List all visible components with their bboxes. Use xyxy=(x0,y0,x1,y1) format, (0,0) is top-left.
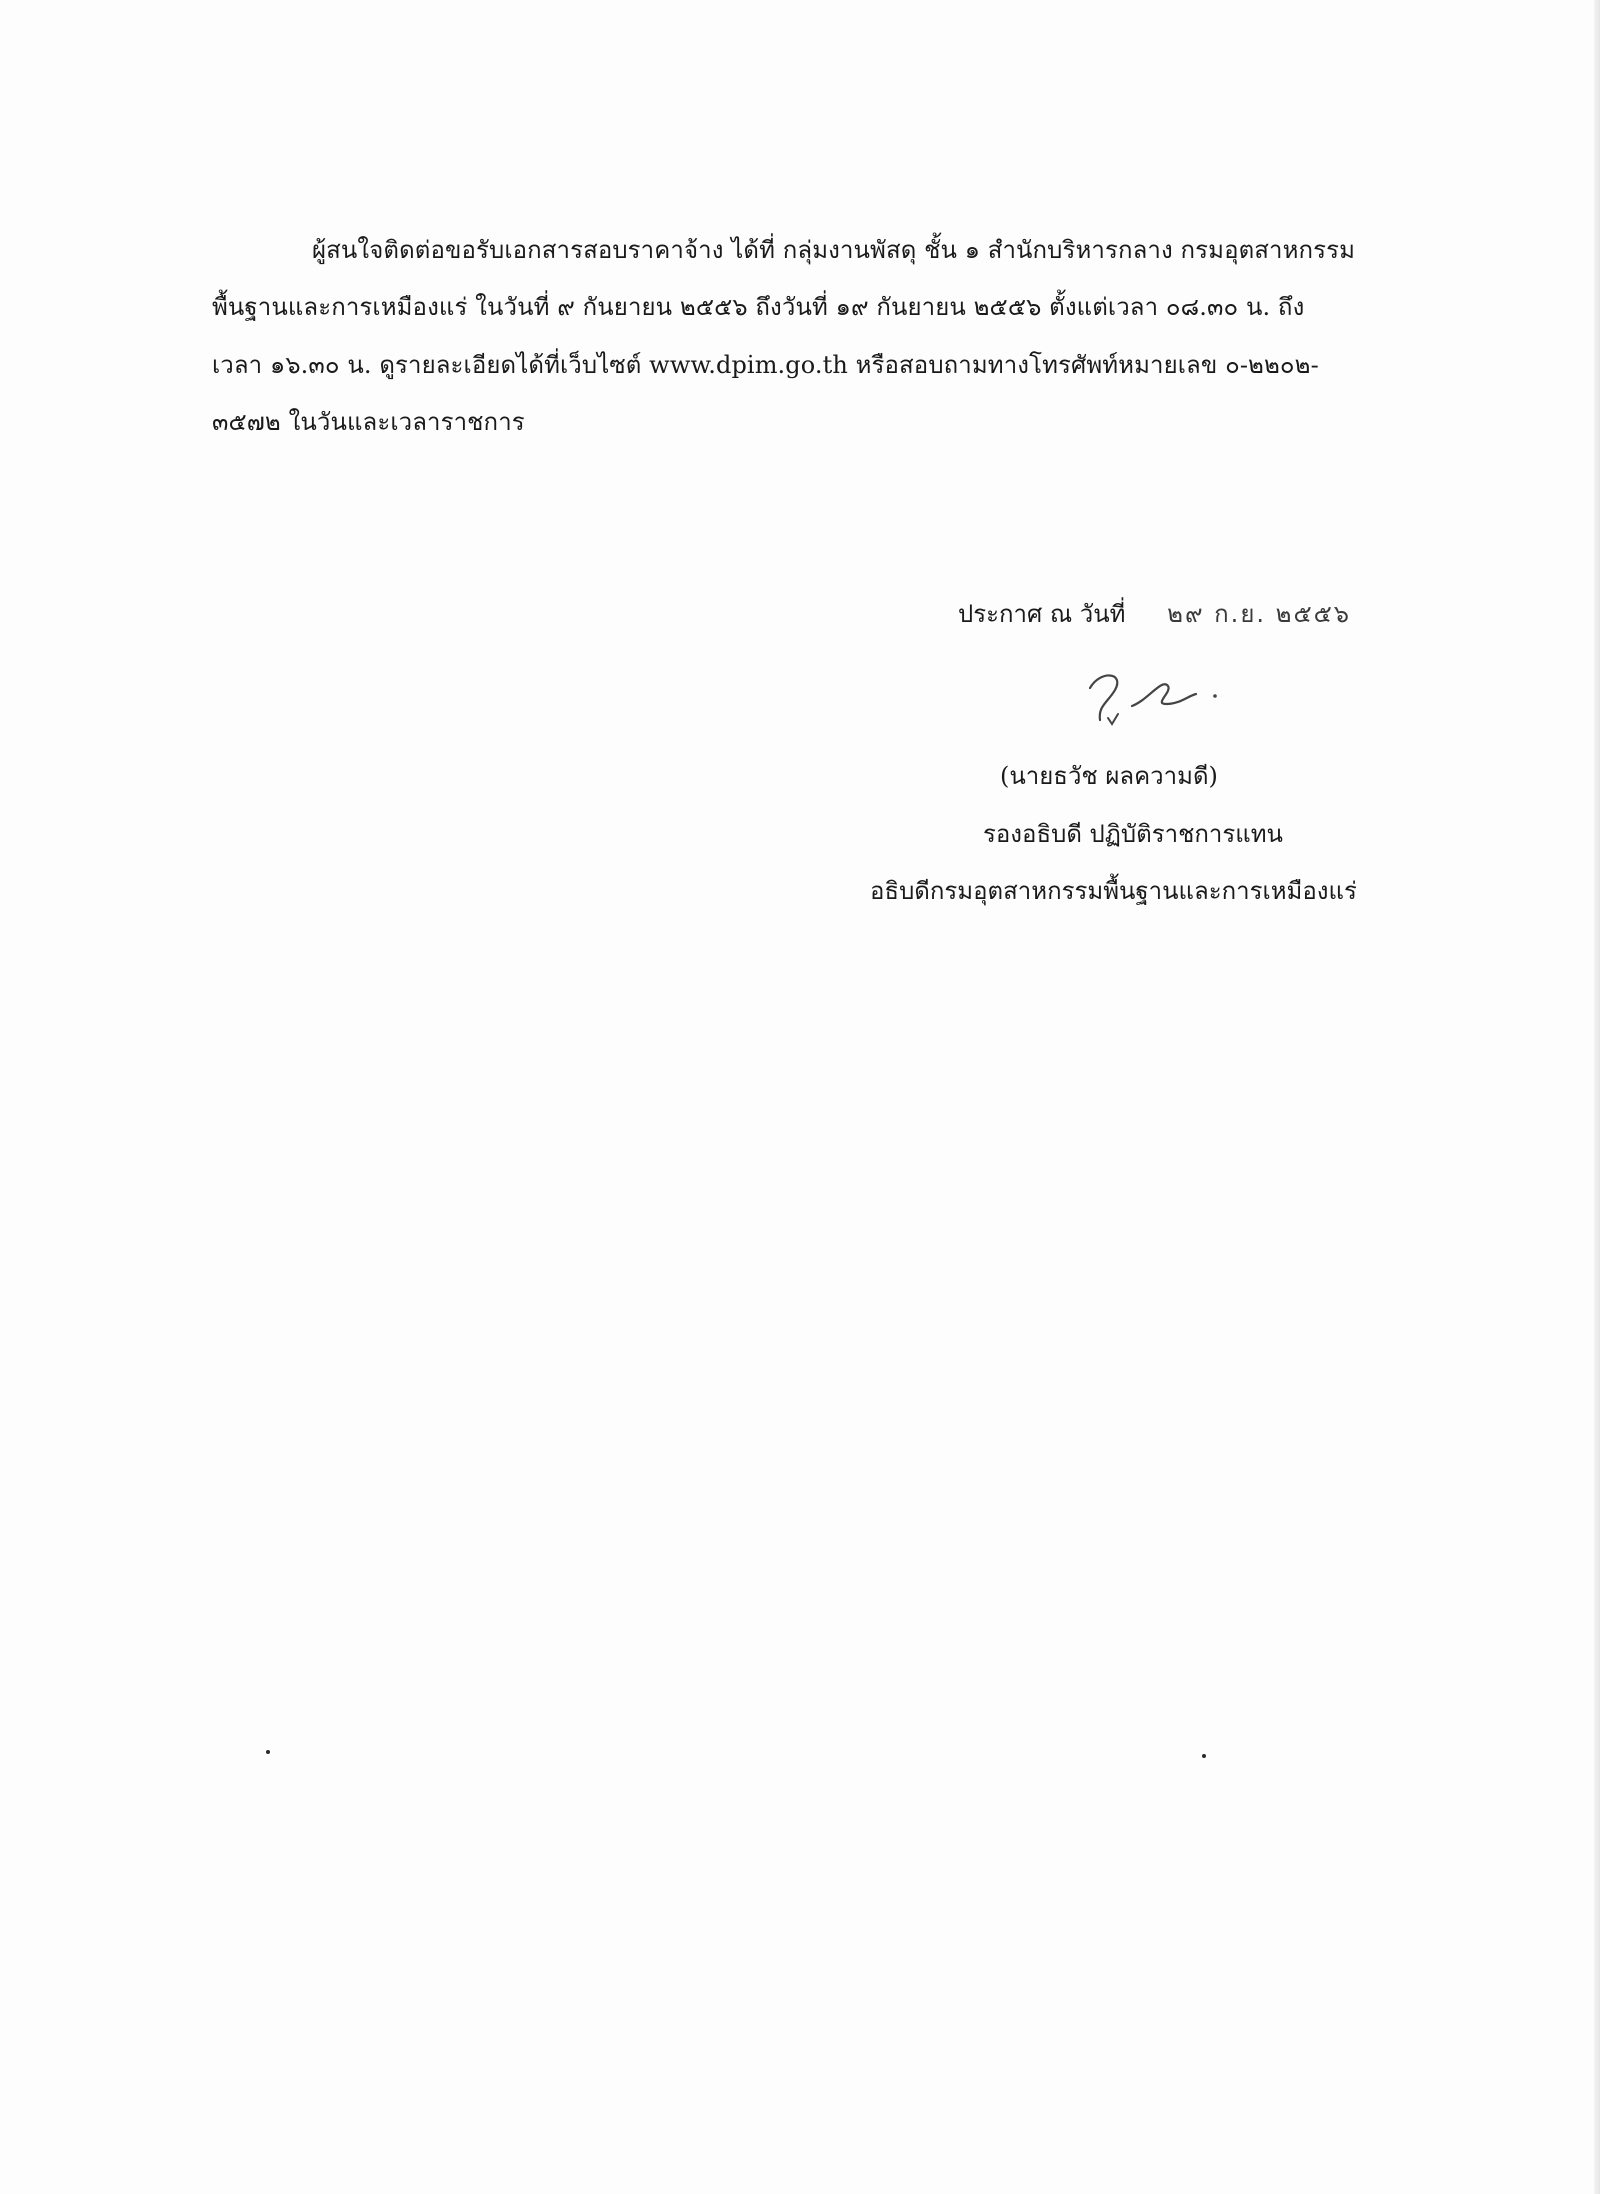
signer-position-line-2: อธิบดีกรมอุตสาหกรรมพื้นฐานและการเหมืองแร่ xyxy=(870,877,1357,905)
paragraph-line-2: พื้นฐานและการเหมืองแร่ ในวันที่ ๙ กันยายน ๒๕๕๖ ถึงวันที่ ๑๙ กันยายน ๒๕๕๖ ตั้งแต่เวลา ๐๘.๓๐ น. ถึง xyxy=(212,293,1305,321)
paragraph-line-3: เวลา ๑๖.๓๐ น. ดูรายละเอียดได้ที่เว็บไซต์ www.dpim.go.th หรือสอบถามทางโทรศัพท์หมายเลข ๐-๒๒๐๒- xyxy=(212,351,1319,379)
signer-position-line-1: รองอธิบดี ปฏิบัติราชการแทน xyxy=(983,820,1283,848)
scan-edge-shadow xyxy=(1594,0,1600,2194)
paragraph-line-4: ๓๕๗๒ ในวันและเวลาราชการ xyxy=(212,408,525,436)
announcement-date: ๒๙ ก.ย. ๒๕๕๖ xyxy=(1167,600,1352,628)
scan-speck xyxy=(1202,1754,1206,1758)
scan-speck xyxy=(266,1750,270,1754)
signer-name: (นายธวัช ผลความดี) xyxy=(1000,762,1218,790)
announcement-date-line xyxy=(958,598,1351,630)
paragraph-line-1: ผู้สนใจติดต่อขอรับเอกสารสอบราคาจ้าง ได้ที่ กลุ่มงานพัสดุ ชั้น ๑ สำนักบริหารกลาง กรมอุตสาหกรรม xyxy=(312,236,1356,264)
signature-image xyxy=(1070,660,1250,740)
announcement-label: ประกาศ ณ วันที่ xyxy=(958,600,1126,628)
